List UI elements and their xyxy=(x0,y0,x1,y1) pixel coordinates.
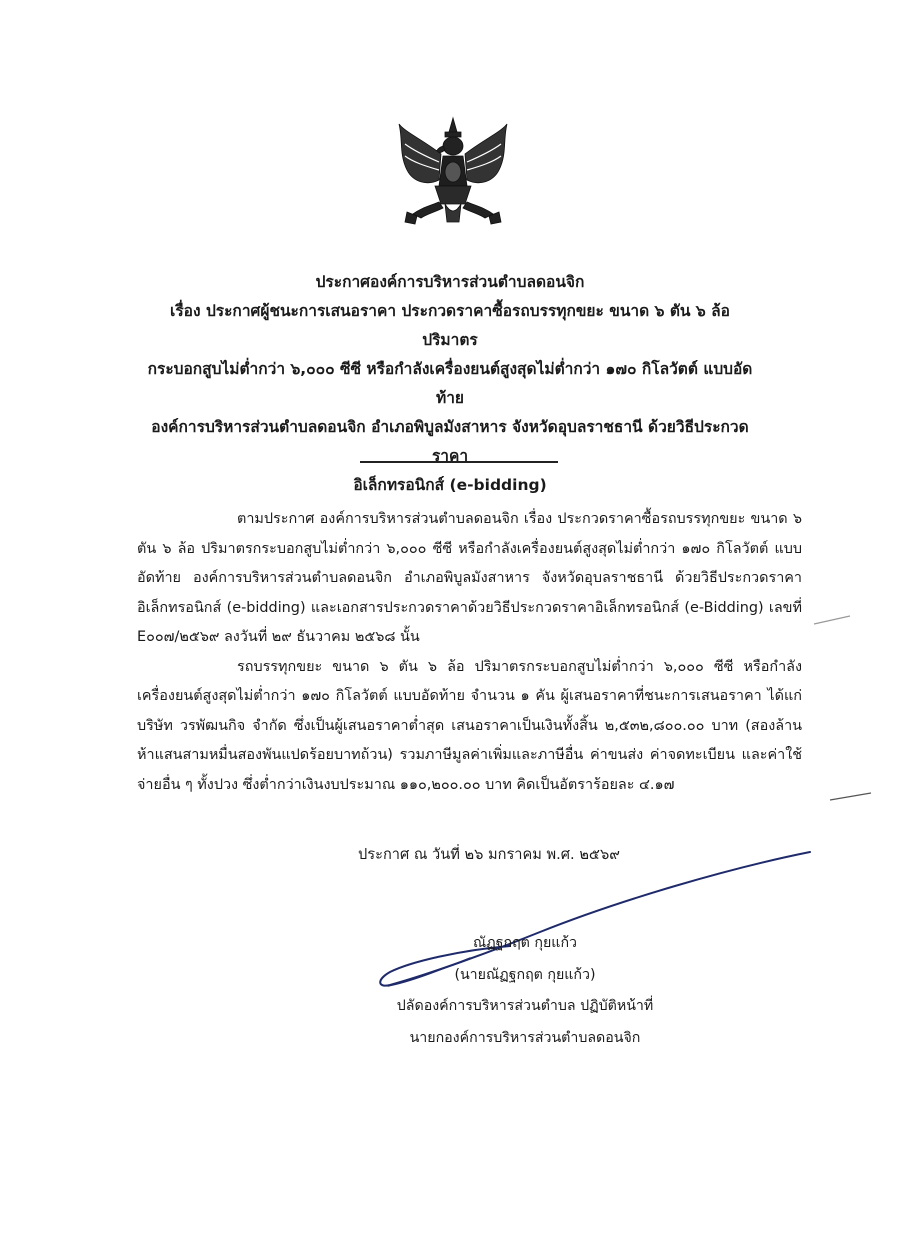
signatory-position-1: ปลัดองค์การบริหารส่วนตำบล ปฏิบัติหน้าที่ xyxy=(396,998,654,1014)
header-line-5: อิเล็กทรอนิกส์ (e-bidding) xyxy=(353,476,547,494)
header-divider xyxy=(360,461,558,463)
scan-mark xyxy=(812,612,852,628)
announcement-header xyxy=(140,268,760,500)
header-line-4: องค์การบริหารส่วนตำบลดอนจิก อำเภอพิบูลมังสาหาร จังหวัดอุบลราชธานี ด้วยวิธีประกวดราคา xyxy=(151,418,749,465)
header-line-3: กระบอกสูบไม่ต่ำกว่า ๖,๐๐๐ ซีซี หรือกำลังเครื่องยนต์สูงสุดไม่ต่ำกว่า ๑๗๐ กิโลวัตต์ แบบอัดท้าย xyxy=(147,360,753,407)
scan-mark xyxy=(828,788,873,804)
announcement-body xyxy=(137,505,802,800)
header-line-2: เรื่อง ประกาศผู้ชนะการเสนอราคา ประกวดราคาซื้อรถบรรทุกขยะ ขนาด ๖ ตัน ๖ ล้อ ปริมาตร xyxy=(170,302,730,349)
signature-block xyxy=(380,928,670,1054)
signed-name: ณัฏฐกฤต กุยแก้ว xyxy=(472,935,578,951)
signatory-full-name: (นายณัฏฐกฤต กุยแก้ว) xyxy=(454,966,596,983)
signatory-position-2: นายกองค์การบริหารส่วนตำบลดอนจิก xyxy=(409,1029,641,1046)
header-line-1: ประกาศองค์การบริหารส่วนตำบลดอนจิก xyxy=(315,273,585,291)
announcement-date: ประกาศ ณ วันที่ ๒๖ มกราคม พ.ศ. ๒๕๖๙ xyxy=(358,846,620,863)
body-paragraph-2: รถบรรทุกขยะ ขนาด ๖ ตัน ๖ ล้อ ปริมาตรกระบอกสูบไม่ต่ำกว่า ๖,๐๐๐ ซีซี หรือกำลังเครื่องยนต์สูงสุดไม่ต่ำกว่า ๑๗๐ กิโลวัตต์ แบบอัดท้าย จำนวน ๑ คัน ผู้เสนอราคาที่ชนะการเสนอราคา ได้แก่ บริษัท วรพัฒนกิจ จำกัด ซึ่งเป็นผู้เสนอราคาต่ำสุด เสนอราคาเป็นเงินทั้งสิ้น ๒,๕๓๒,๘๐๐.๐๐ บาท (สองล้านห้าแสนสามหมื่นสองพันแปดร้อยบาทถ้วน) รวมภาษีมูลค่าเพิ่มและภาษีอื่น ค่าขนส่ง ค่าจดทะเบียน และค่าใช้จ่ายอื่น ๆ ทั้งปวง ซึ่งต่ำกว่าเงินงบประมาณ ๑๑๐,๒๐๐.๐๐ บาท คิดเป็นอัตราร้อยละ ๔.๑๗ xyxy=(137,658,802,793)
garuda-emblem-icon xyxy=(393,110,513,235)
body-paragraph-1: ตามประกาศ องค์การบริหารส่วนตำบลดอนจิก เรื่อง ประกวดราคาซื้อรถบรรทุกขยะ ขนาด ๖ ตัน ๖ ล้อ ปริมาตรกระบอกสูบไม่ต่ำกว่า ๖,๐๐๐ ซีซี หรือกำลังเครื่องยนต์สูงสุดไม่ต่ำกว่า ๑๗๐ กิโลวัตต์ แบบอัดท้าย องค์การบริหารส่วนตำบลดอนจิก อำเภอพิบูลมังสาหาร จังหวัดอุบลราชธานี ด้วยวิธีประกวดราคาอิเล็กทรอนิกส์ (e-bidding) และเอกสารประกวดราคาด้วยวิธีประกวดราคาอิเล็กทรอนิกส์ (e-Bidding) เลขที่ E๐๐๗/๒๕๖๙ ลงวันที่ ๒๙ ธันวาคม ๒๕๖๘ นั้น xyxy=(137,511,802,645)
